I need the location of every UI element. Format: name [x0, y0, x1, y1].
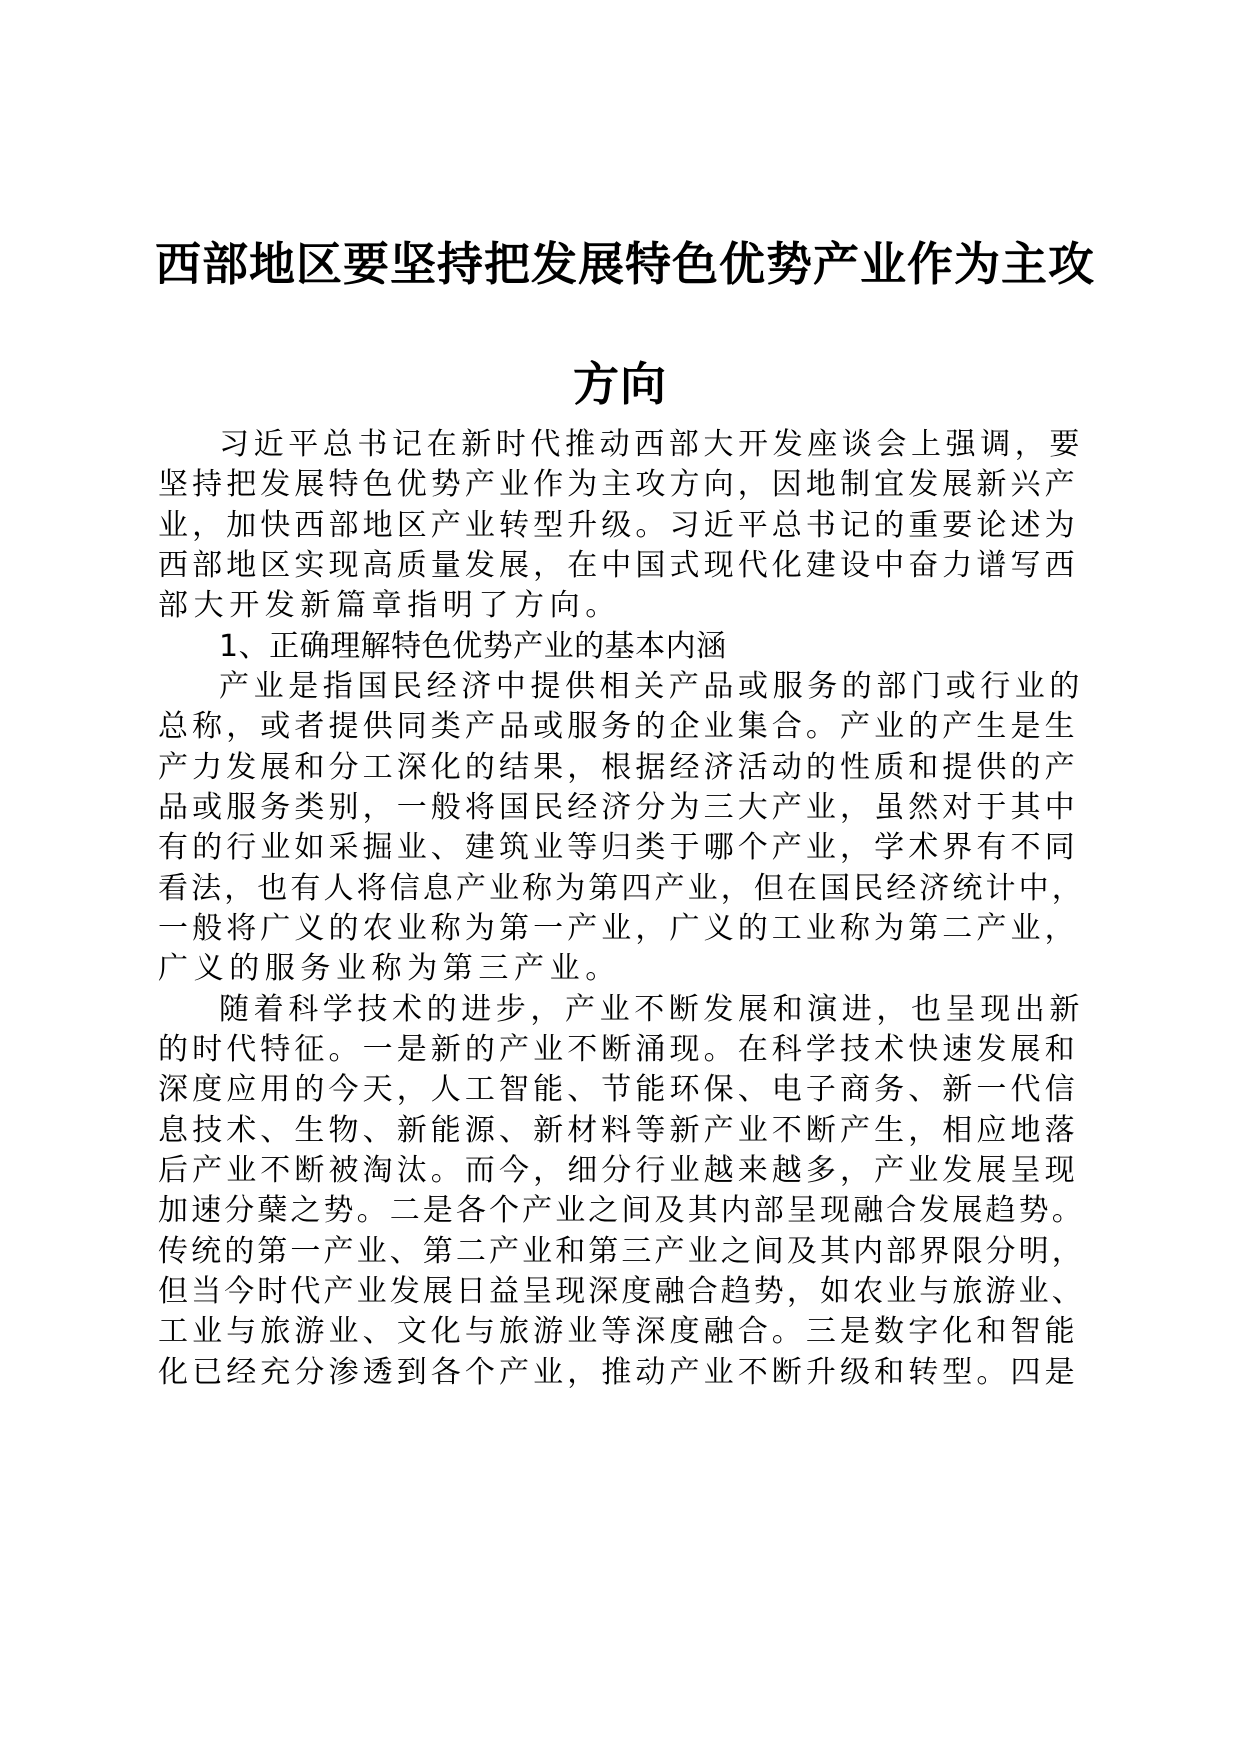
- paragraph-3-line: 随着科学技术的进步，产业不断发展和演进，也呈现出新: [219, 992, 1084, 1027]
- paragraph-2-line: 产业是指国民经济中提供相关产品或服务的部门或行业的: [219, 669, 1084, 704]
- paragraph-3-line: 工业与旅游业、文化与旅游业等深度融合。三是数字化和智能: [158, 1314, 1079, 1349]
- document-title-line-2: 方向: [573, 357, 667, 411]
- paragraph-3-line: 深度应用的今天，人工智能、节能环保、电子商务、新一代信: [158, 1072, 1079, 1107]
- paragraph-2-line: 看法，也有人将信息产业称为第四产业，但在国民经济统计中，: [158, 871, 1085, 906]
- paragraph-1-line: 部大开发新篇章指明了方向。: [158, 588, 621, 623]
- paragraph-3-line: 的时代特征。一是新的产业不断涌现。在科学技术快速发展和: [158, 1032, 1079, 1067]
- paragraph-2-line: 一般将广义的农业称为第一产业，广义的工业称为第二产业，: [158, 911, 1079, 946]
- paragraph-2-line: 总称，或者提供同类产品或服务的企业集合。产业的产生是生: [158, 709, 1079, 744]
- paragraph-2-line: 品或服务类别，一般将国民经济分为三大产业，虽然对于其中: [158, 790, 1079, 825]
- paragraph-3-line: 息技术、生物、新能源、新材料等新产业不断产生，相应地落: [158, 1113, 1079, 1148]
- paragraph-3-line: 传统的第一产业、第二产业和第三产业之间及其内部界限分明，: [158, 1234, 1085, 1269]
- paragraph-2-line: 广义的服务业称为第三产业。: [158, 951, 621, 986]
- document-title-line-1: 西部地区要坚持把发展特色优势产业作为主攻: [155, 237, 1095, 291]
- paragraph-3-line: 但当今时代产业发展日益呈现深度融合趋势，如农业与旅游业、: [158, 1274, 1085, 1309]
- paragraph-3-line: 加速分蘖之势。二是各个产业之间及其内部呈现融合发展趋势。: [158, 1193, 1085, 1228]
- paragraph-1-line: 业，加快西部地区产业转型升级。习近平总书记的重要论述为: [158, 508, 1079, 543]
- paragraph-1-line: 西部地区实现高质量发展，在中国式现代化建设中奋力谱写西: [158, 548, 1079, 583]
- paragraph-2-line: 产力发展和分工深化的结果，根据经济活动的性质和提供的产: [158, 750, 1079, 785]
- section-heading: 1、正确理解特色优势产业的基本内涵: [219, 629, 727, 664]
- paragraph-1-line: 习近平总书记在新时代推动西部大开发座谈会上强调，要: [219, 427, 1084, 462]
- paragraph-3-line: 后产业不断被淘汰。而今，细分行业越来越多，产业发展呈现: [158, 1153, 1079, 1188]
- paragraph-3-line: 化已经充分渗透到各个产业，推动产业不断升级和转型。四是: [158, 1355, 1079, 1390]
- paragraph-1-line: 坚持把发展特色优势产业作为主攻方向，因地制宜发展新兴产: [158, 467, 1079, 502]
- paragraph-2-line: 有的行业如采掘业、建筑业等归类于哪个产业，学术界有不同: [158, 830, 1079, 865]
